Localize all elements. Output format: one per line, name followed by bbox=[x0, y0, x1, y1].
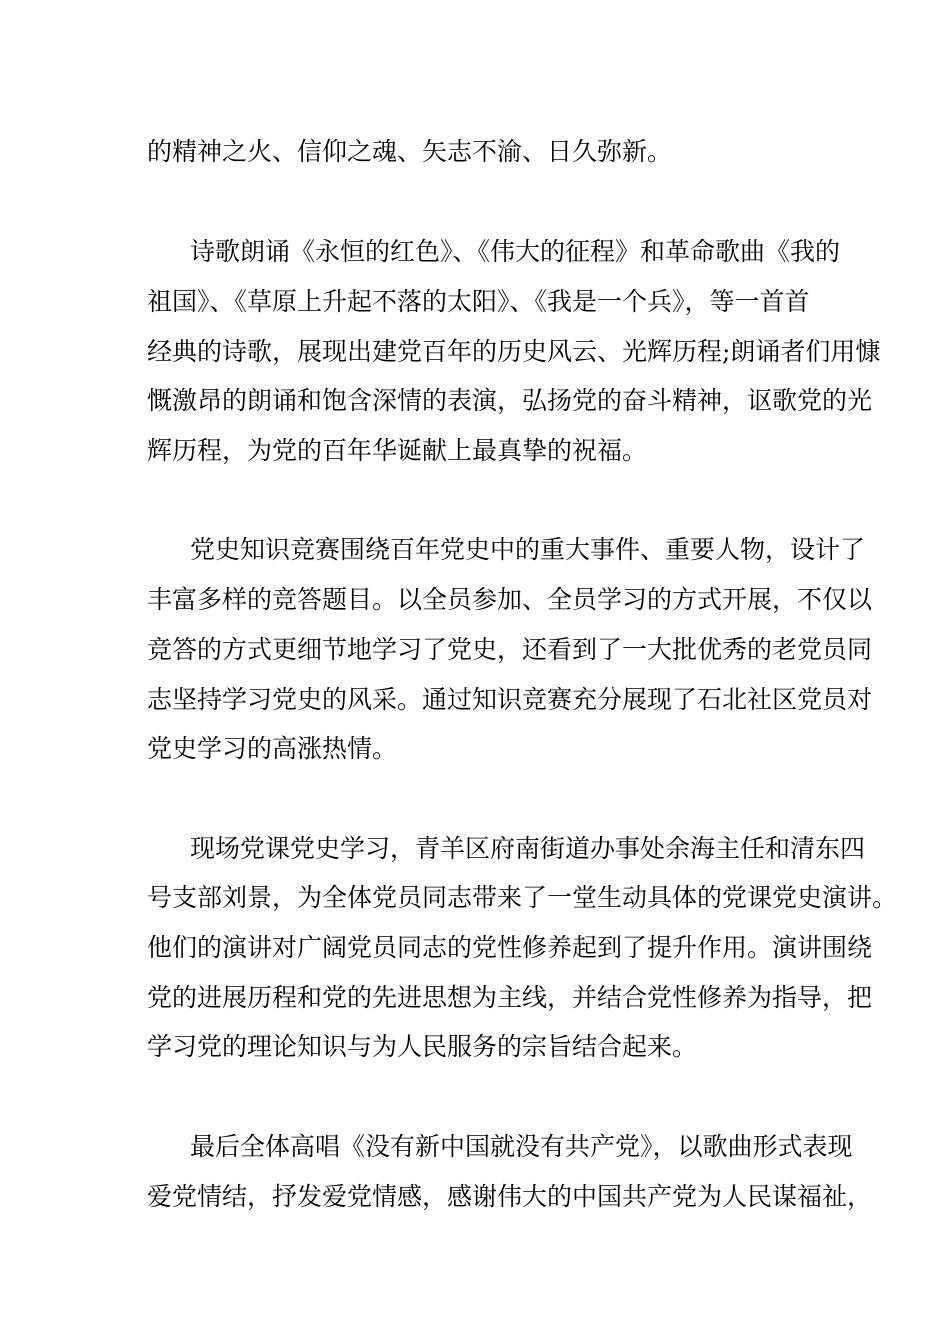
paragraph-line: 学习党的理论知识与为人民服务的宗旨结合起来。 bbox=[147, 1032, 698, 1061]
paragraph-line: 的精神之火、信仰之魂、矢志不渝、日久弥新。 bbox=[147, 137, 673, 166]
paragraph-line: 慨激昂的朗诵和饱含深情的表演，弘扬党的奋斗精神，讴歌党的光 bbox=[147, 386, 873, 415]
paragraph-line: 党史学习的高涨热情。 bbox=[147, 734, 398, 763]
paragraph-line: 他们的演讲对广阔党员同志的党性修养起到了提升作用。演讲围绕 bbox=[147, 933, 873, 962]
paragraph-line: 爱党情结，抒发爱党情感，感谢伟大的中国共产党为人民谋福祉， bbox=[147, 1182, 873, 1211]
paragraph-line: 竞答的方式更细节地学习了党史，还看到了一大批优秀的老党员同 bbox=[147, 635, 873, 664]
paragraph-line: 党的进展历程和党的先进思想为主线，并结合党性修养为指导，把 bbox=[147, 983, 873, 1012]
paragraph-line: 辉历程，为党的百年华诞献上最真挚的祝福。 bbox=[147, 436, 648, 465]
paragraph-line: 号支部刘景，为全体党员同志带来了一堂生动具体的党课党史演讲。 bbox=[147, 883, 898, 912]
paragraph-line: 志坚持学习党史的风采。通过知识竞赛充分展现了石北社区党员对 bbox=[147, 685, 873, 714]
paragraph-line: 现场党课党史学习，青羊区府南街道办事处余海主任和清东四 bbox=[190, 834, 866, 863]
paragraph-line: 诗歌朗诵《永恒的红色》、《伟大的征程》和革命歌曲《我的 bbox=[190, 237, 841, 266]
paragraph-line: 最后全体高唱《没有新中国就没有共产党》，以歌曲形式表现 bbox=[190, 1132, 853, 1161]
paragraph-line: 经典的诗歌，展现出建党百年的历史风云、光辉历程;朗诵者们用慷 bbox=[147, 337, 881, 366]
paragraph-line: 祖国》、《草原上升起不落的太阳》、《我是一个兵》，等一首首 bbox=[147, 287, 810, 316]
paragraph-line: 丰富多样的竞答题目。以全员参加、全员学习的方式开展，不仅以 bbox=[147, 585, 873, 614]
paragraph-line: 党史知识竞赛围绕百年党史中的重大事件、重要人物，设计了 bbox=[190, 535, 866, 564]
